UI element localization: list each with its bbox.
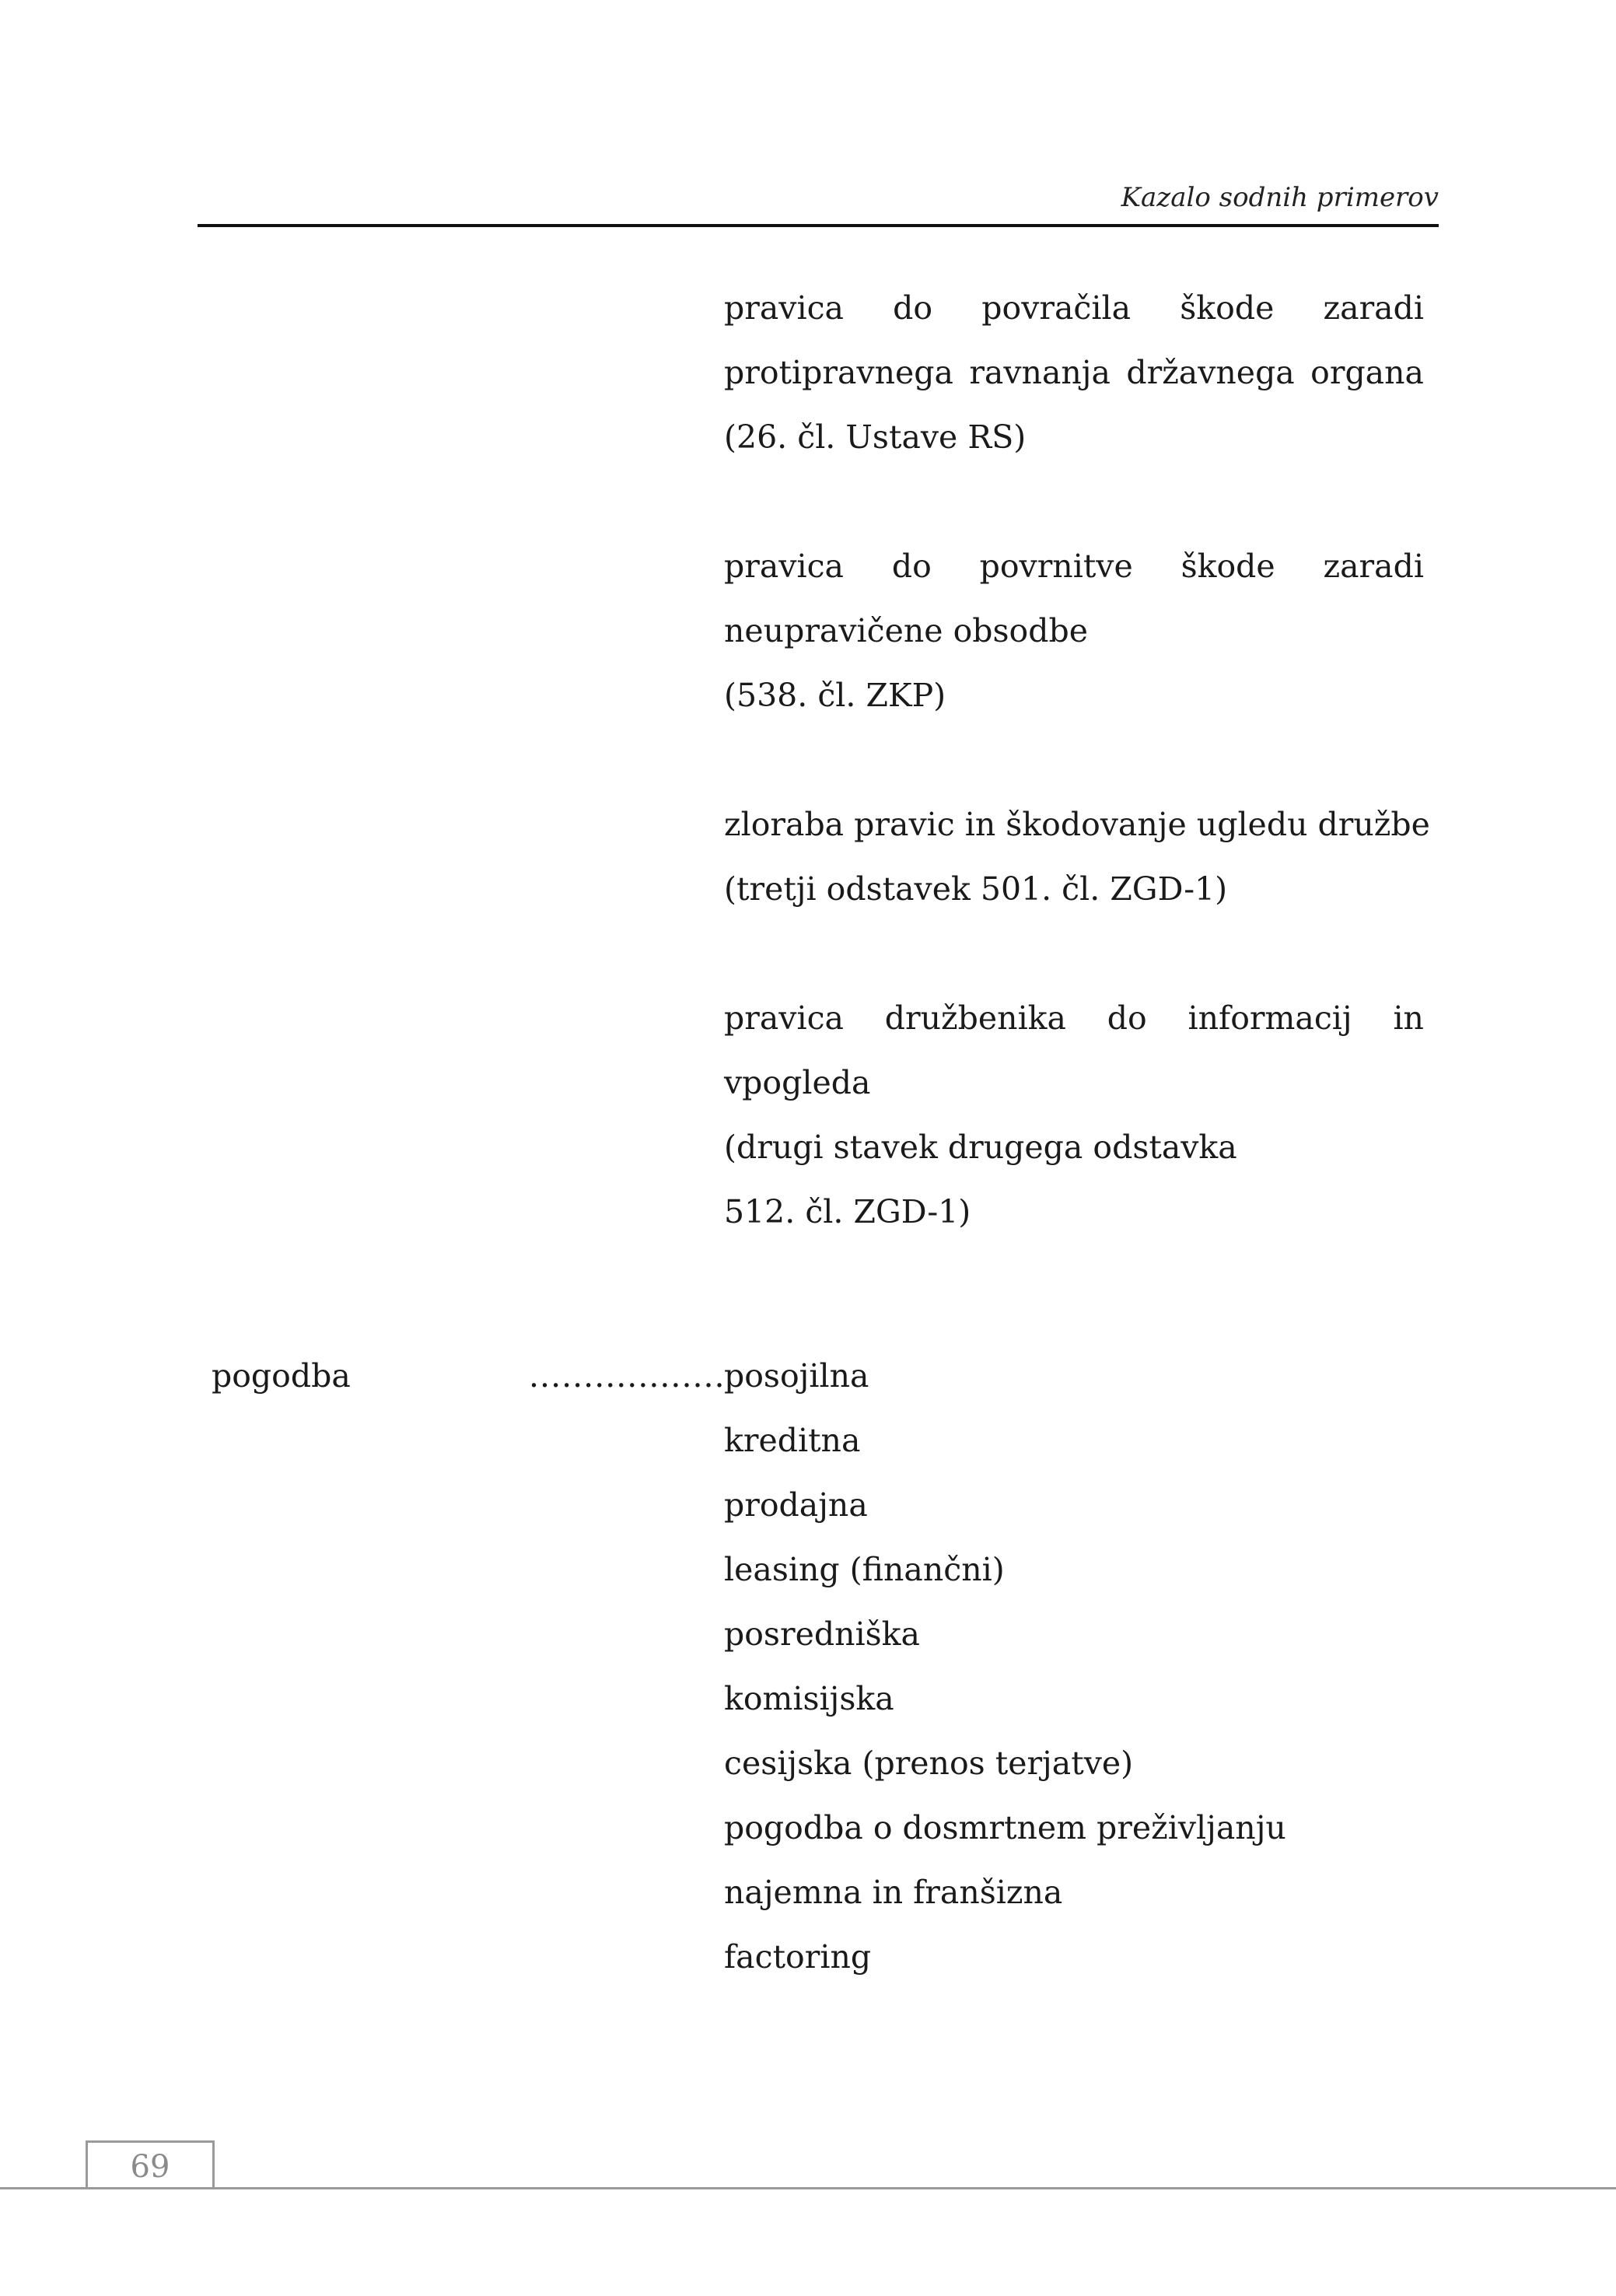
entry-word: povračila: [981, 289, 1132, 327]
entry-word: informacij: [1188, 999, 1352, 1037]
entry-word: škode: [1181, 548, 1275, 585]
list-item: factoring: [724, 1938, 872, 1976]
entry-citation: (tretji odstavek 501. čl. ZGD-1): [724, 870, 1228, 908]
entry-line: neupravičene obsodbe: [724, 612, 1088, 649]
entry-line: [724, 534, 1424, 599]
term-subentries: [724, 1344, 1286, 1990]
list-item: pogodba o dosmrtnem preživljanju: [724, 1809, 1286, 1846]
page-number: 69: [86, 2140, 215, 2187]
entry-word: družbenika: [884, 999, 1066, 1037]
entry-line: zloraba pravic in škodovanje ugledu družbe: [724, 806, 1430, 843]
entry-word: povrnitve: [979, 548, 1133, 585]
entry-word: in: [1393, 999, 1424, 1037]
list-item: kreditna: [724, 1422, 861, 1459]
index-entries: [724, 276, 1430, 1244]
entry-word: do: [893, 289, 933, 327]
entry-word: do: [1107, 999, 1147, 1037]
entry-line: [724, 341, 1424, 405]
index-term: pogodba: [212, 1357, 351, 1395]
list-item: cesijska (prenos terjatve): [724, 1745, 1134, 1782]
list-item: prodajna: [724, 1486, 868, 1524]
list-item: leasing (finančni): [724, 1551, 1005, 1588]
entry-citation: 512. čl. ZGD-1): [724, 1193, 971, 1230]
entry-line: [724, 276, 1424, 341]
entry-word: državnega: [1126, 354, 1295, 391]
list-item: posojilna: [724, 1357, 869, 1395]
index-entry: [724, 793, 1430, 922]
running-header: Kazalo sodnih primerov: [1121, 182, 1439, 213]
entry-word: do: [891, 548, 932, 585]
entry-word: zaradi: [1323, 289, 1424, 327]
index-entry: [724, 986, 1424, 1244]
entry-word: pravica: [724, 999, 844, 1037]
list-item: najemna in franšizna: [724, 1874, 1063, 1911]
index-entry: [724, 276, 1424, 470]
entry-word: zaradi: [1323, 548, 1424, 585]
entry-word: organa: [1310, 354, 1424, 391]
dot-leader: ..................: [529, 1357, 726, 1395]
header-rule: [198, 224, 1439, 227]
footer-rule: [0, 2187, 1616, 2189]
entry-citation: (drugi stavek drugega odstavka: [724, 1129, 1237, 1166]
entry-line: vpogleda: [724, 1064, 871, 1101]
list-item: komisijska: [724, 1680, 894, 1717]
entry-word: škode: [1180, 289, 1275, 327]
entry-word: protipravnega: [724, 354, 953, 391]
list-item: posredniška: [724, 1615, 920, 1653]
entry-citation: (538. čl. ZKP): [724, 677, 946, 714]
entry-word: ravnanja: [969, 354, 1111, 391]
index-entry: [724, 534, 1424, 728]
entry-word: pravica: [724, 548, 844, 585]
entry-citation: (26. čl. Ustave RS): [724, 418, 1027, 456]
entry-word: pravica: [724, 289, 844, 327]
entry-line: [724, 986, 1424, 1051]
